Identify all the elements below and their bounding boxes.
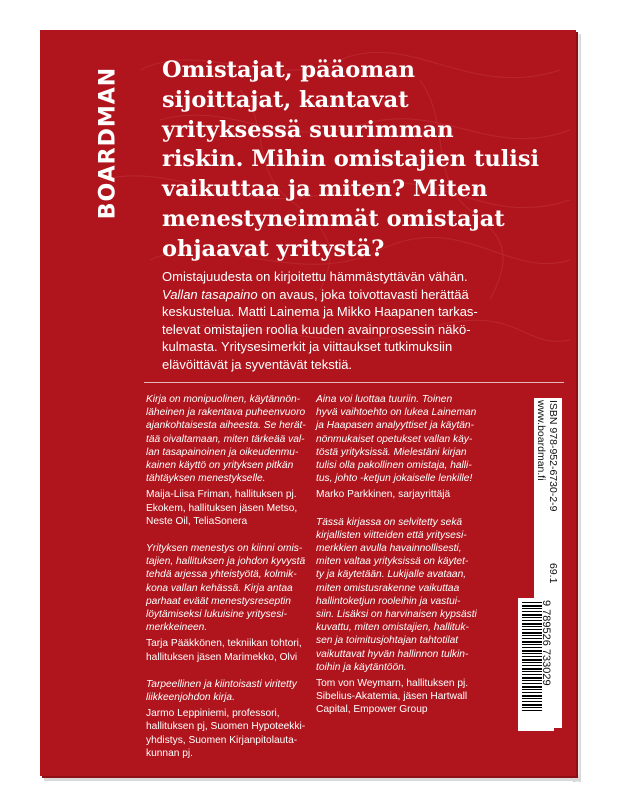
- headline-line: menestyneimmät omistajat: [162, 205, 505, 232]
- quote-line: kona vallan kehässä. Kirja antaa: [146, 582, 293, 594]
- intro-line: keskustelua. Matti Lainema ja Mikko Haapanen tarkas-: [162, 304, 478, 320]
- attribution-line: hallituksen jäsen Marimekko, Olvi: [146, 651, 298, 663]
- quote-line: tää oivaltamaan, miten tärkeää val-: [146, 433, 305, 445]
- quote-line: nönmukaiset opetukset vallan käy-: [316, 433, 473, 445]
- quote-line: toihin ja käytäntöön.: [316, 661, 407, 673]
- quote-line: miten omistusrakenne vaikuttaa: [316, 582, 460, 594]
- headline-line: vaikuttaa ja miten? Miten: [162, 176, 488, 203]
- quote-line: läheinen ja rakentava puheenvuoro: [146, 407, 306, 419]
- review-attribution: [146, 707, 312, 760]
- review-attribution: [316, 677, 484, 717]
- attribution-line: yhdistys, Suomen Kirjanpitolauta-: [146, 734, 298, 746]
- intro-line: kulmasta. Yritysesimerkit ja viittaukset tutkimuksiin: [162, 339, 453, 355]
- quote-line: ajankohtaisesta aiheesta. Se herät-: [146, 420, 306, 432]
- quote-line: hallintoketjun rooleihin ja vastui-: [316, 595, 461, 607]
- quote-line: ja Haapasen analyyttiset ja käytän-: [316, 420, 474, 432]
- quote-line: liikkeenjohdon kirja.: [146, 692, 235, 704]
- headline-line: ohjaavat yritystä?: [162, 235, 385, 262]
- attribution-line: Maija-Liisa Friman, hallituksen pj.: [146, 489, 297, 501]
- review-attribution: [146, 637, 312, 663]
- divider: [144, 382, 564, 383]
- quote-line: Aina voi luottaa tuuriin. Toinen: [316, 394, 453, 405]
- headline: [162, 56, 562, 265]
- quote-line: hyvä vaihtoehto on lukea Laineman: [316, 407, 477, 419]
- attribution-line: Sibelius-Akatemia, jäsen Hartwall: [316, 691, 468, 703]
- headline-line: Omistajat, pääoman: [162, 57, 416, 83]
- quote-line: lan tasapainoinen ja oikeudenmu-: [146, 446, 299, 458]
- intro-line: Omistajuudesta on kirjoitettu hämmästyttävän vähän.: [162, 269, 468, 284]
- quote-line: tulisi olla pakollinen omistaja, halli-: [316, 460, 472, 472]
- review-quote: [146, 393, 312, 485]
- quote-line: sen ja toimitusjohtajan tahtotilat: [316, 635, 459, 647]
- quote-line: tajien, hallituksen ja johdon kyvystä: [146, 556, 306, 568]
- review-column-right: [316, 393, 484, 731]
- review-quote: [316, 516, 484, 674]
- quote-line: Kirja on monipuolinen, käytännön-: [146, 394, 301, 405]
- attribution-line: Jarmo Leppiniemi, professori,: [146, 708, 280, 720]
- review-block: [316, 516, 484, 717]
- intro-line: televat omistajien roolia kuuden avainprosessin näkö-: [162, 321, 471, 337]
- website-text: www.boardman.fi: [535, 400, 547, 481]
- quote-line: parhaat eväät menestysreseptin: [146, 595, 291, 607]
- intro-line: [162, 286, 554, 304]
- book-title: Vallan tasapaino: [162, 286, 258, 302]
- review-quote: [146, 678, 312, 704]
- barcode-number: 9 789526 733029: [540, 600, 552, 686]
- attribution-line: Tom von Weymarn, hallituksen pj.: [316, 678, 469, 690]
- review-quote: [316, 393, 484, 485]
- quote-line: miten valtaa yrityksissä on käytet-: [316, 556, 469, 568]
- barcode-bars: [522, 602, 542, 712]
- quote-line: tähtäyksen menestykselle.: [146, 473, 266, 485]
- quote-line: löytämiseksi lukuisine yritysesi-: [146, 609, 287, 621]
- quote-line: Tässä kirjassa on selvitetty sekä: [316, 516, 463, 528]
- quote-line: kuvattu, miten omistajien, hallituk-: [316, 622, 469, 634]
- quote-line: töstä yrityksissä. Mielestäni kirjan: [316, 446, 467, 458]
- review-attribution: [316, 488, 484, 501]
- barcode: [518, 598, 554, 731]
- publisher-logo: [88, 58, 128, 228]
- quote-line: tus, johto -ketjun jokaiselle lenkille!: [316, 473, 473, 485]
- attribution-line: Tarja Pääkkönen, tekniikan tohtori,: [146, 638, 302, 650]
- quote-line: vaikuttavat hyvän hallinnon tulkin-: [316, 648, 469, 660]
- quote-line: kainen käyttö on yrityksen pitkän: [146, 460, 294, 472]
- quote-line: Yrityksen menestys on kiinni omis-: [146, 543, 303, 555]
- attribution-line: Marko Parkkinen, sarjayrittäjä: [316, 489, 451, 501]
- review-block: [316, 393, 484, 502]
- headline-line: riskin. Mihin omistajien tulisi: [162, 146, 540, 173]
- publisher-name: BOARDMAN: [95, 66, 121, 220]
- intro-line-rest: on avaus, joka toivottavasti herättää: [257, 286, 469, 302]
- headline-line: sijoittajat, kantavat: [162, 86, 409, 113]
- attribution-line: kunnan pj.: [146, 747, 194, 759]
- attribution-line: Neste Oil, TeliaSonera: [146, 515, 248, 527]
- review-column-left: [146, 393, 312, 774]
- quote-line: siin. Lisäksi on harvinaisen kypsästi: [316, 609, 477, 621]
- intro-line: elävöittävät ja syventävät tekstiä.: [162, 356, 353, 372]
- review-block: [146, 393, 312, 528]
- headline-line: yrityksessä suurimman: [162, 116, 454, 143]
- classification-text: 69.1: [547, 563, 559, 584]
- quote-line: merkkien avulla havainnollisesti,: [316, 543, 462, 555]
- quote-line: kirjallisten viitteiden että yritysesi-: [316, 529, 467, 541]
- attribution-line: Capital, Empower Group: [316, 704, 428, 716]
- quote-line: tehdä arjessa yhteistyötä, kolmik-: [146, 569, 297, 581]
- review-block: [146, 678, 312, 760]
- attribution-line: hallituksen pj, Suomen Hypoteekki-: [146, 721, 306, 733]
- review-block: [146, 542, 312, 664]
- review-quote: [146, 542, 312, 634]
- quote-line: Tarpeellinen ja kiintoisasti viritetty: [146, 678, 297, 690]
- quote-line: merkkeineen.: [146, 622, 208, 634]
- attribution-line: Ekokem, hallituksen jäsen Metso,: [146, 502, 298, 514]
- quote-line: ty ja käytetään. Lukijalle avataan,: [316, 569, 467, 581]
- review-attribution: [146, 488, 312, 528]
- intro-paragraph: [162, 268, 554, 374]
- isbn-text: ISBN 978-952-6730-2-9: [547, 400, 559, 512]
